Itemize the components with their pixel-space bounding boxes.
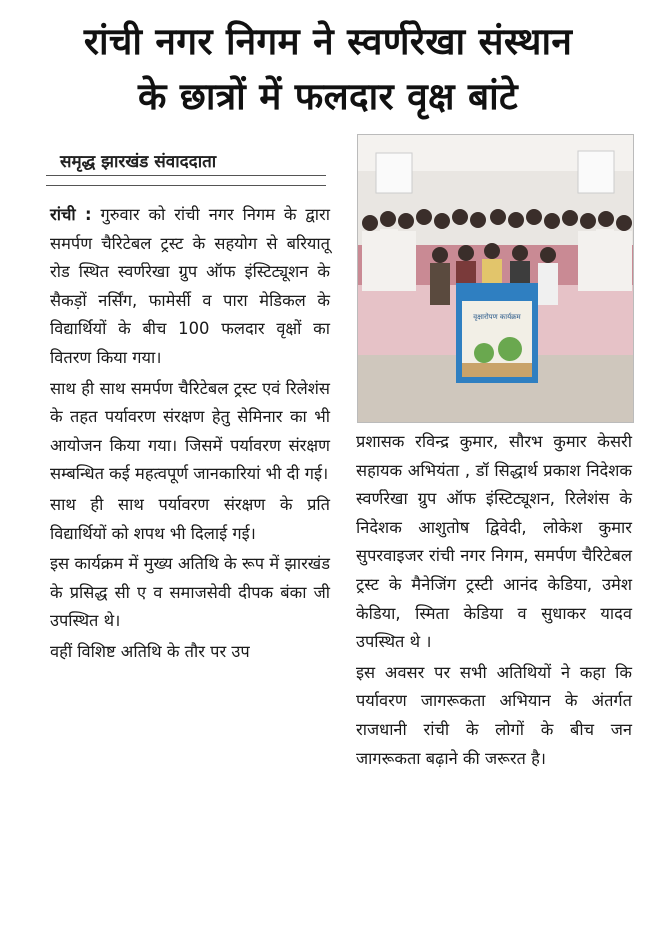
banner-text: वृक्षारोपण कार्यक्रम	[473, 313, 521, 321]
paragraph: साथ ही साथ समर्पण चैरिटेबल ट्रस्ट एवं रिलेशंस के तहत पर्यावरण संरक्षण हेतु सेमिनार का भी आयोजन किया गया। जिसमें पर्यावरण संरक्षण सम्बन्धित कई महत्वपूर्ण जानकारियां भी दी गई।	[50, 378, 330, 484]
event-photo	[357, 134, 634, 423]
paragraph: साथ ही साथ पर्यावरण संरक्षण के प्रति विद्यार्थियों को शपथ भी दिलाई गई।	[50, 494, 330, 543]
headline-line-1: रांची नगर निगम ने स्वर्णरेखा संस्थान	[83, 20, 573, 63]
headline-line-2: के छात्रों में फलदार वृक्ष बांटे	[137, 75, 518, 118]
banner-ground	[462, 363, 532, 377]
paragraph	[50, 201, 330, 373]
paragraph: इस अवसर पर सभी अतिथियों ने कहा कि पर्यावरण जागरूकता अभियान के अंतर्गत राजधानी रांची के लोगों के बीच जन जागरूकता बढ़ाने की जरूरत है।	[356, 662, 632, 768]
article-column-right	[356, 428, 632, 775]
paragraph: प्रशासक रविन्द्र कुमार, सौरभ कुमार केसरी सहायक अभियंता , डॉ सिद्धार्थ प्रकाश निदेशक स्वर्णरेखा ग्रुप ऑफ इंस्टिट्यूशन, रिलेशंस के निदेशक आशुतोष द्विवेदी, लोकेश कुमार सुपरवाइजर रांची नगर निगम, समर्पण चैरिटेबल ट्रस्ट के मैनेजिंग ट्रस्टी आनंद केडिया, उमेश केडिया, स्मिता केडिया व सुधाकर यादव उपस्थित थे ।	[356, 432, 632, 652]
paragraph-text: गुरुवार को रांची नगर निगम के द्वारा समर्पण चैरिटेबल ट्रस्ट के सहयोग से बरियातू रोड स्थित स्वर्णरेखा ग्रुप ऑफ इंस्टिट्यूशन के सैकड़ों नर्सिंग, फामेर्सी व पारा मेडिकल के विद्यार्थियों के बीच 100 फलदार वृक्षों का वितरण किया गया।	[50, 205, 330, 367]
headline	[14, 14, 642, 124]
byline-rule-top	[46, 175, 326, 176]
byline-rule-bottom	[46, 185, 326, 186]
photo-window	[376, 153, 412, 193]
photo-window	[578, 151, 614, 193]
paragraph: वहीं विशिष्ट अतिथि के तौर पर उप	[50, 641, 250, 661]
paragraph: इस कार्यक्रम में मुख्य अतिथि के रूप में झारखंड के प्रसिद्ध सी ए व समाजसेवी दीपक बंका जी उपस्थित थे।	[50, 554, 330, 631]
byline: समृद्ध झारखंड संवाददाता	[60, 152, 217, 172]
dateline: रांची :	[50, 205, 92, 224]
article-column-left	[50, 201, 330, 669]
